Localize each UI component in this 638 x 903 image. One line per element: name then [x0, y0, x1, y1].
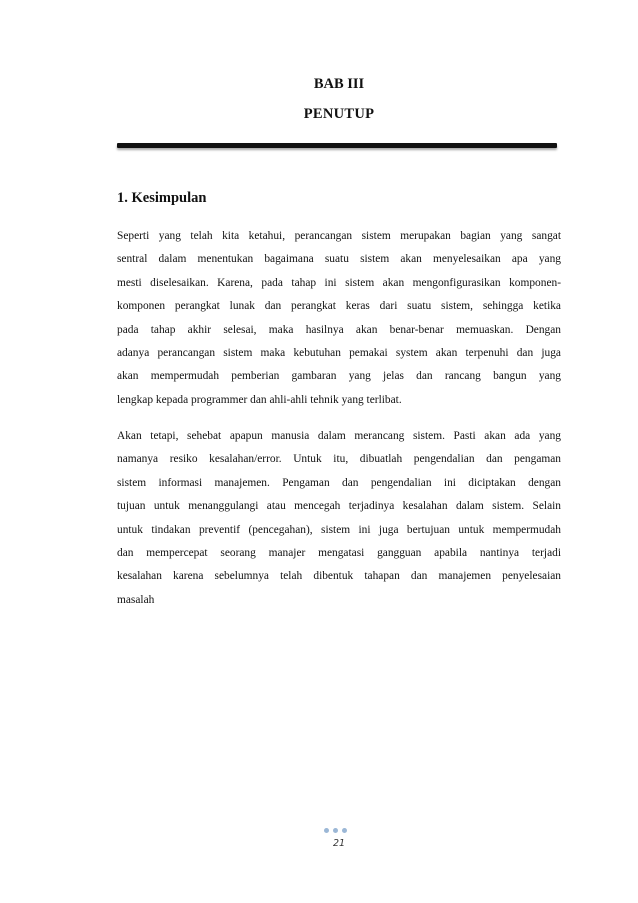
footer-dot: [324, 828, 329, 833]
paragraph-line: lengkap kepada programmer dan ahli-ahli tehnik yang terlibat.: [117, 393, 402, 406]
footer-dots-icon: [324, 828, 364, 836]
heading-divider: [117, 143, 557, 148]
paragraph-line: Seperti yang telah kita ketahui, perancangan sistem merupakan bagian yang sangat: [117, 230, 561, 242]
section-heading: 1. Kesimpulan: [117, 190, 207, 206]
footer-dot: [342, 828, 347, 833]
chapter-title: PENUTUP: [303, 106, 375, 122]
page-number: 21: [332, 838, 346, 849]
paragraph-line: namanya resiko kesalahan/error. Untuk itu, dibuatlah pengendalian dan pengaman: [117, 453, 561, 466]
paragraph-line: tujuan untuk menanggulangi atau mencegah terjadinya kesalahan dalam sistem. Selain: [117, 500, 561, 513]
paragraph-2: [117, 425, 561, 612]
footer-dot: [333, 828, 338, 833]
paragraph-line: akan mempermudah pemberian gambaran yang jelas dan rancang bangun yang: [117, 370, 561, 383]
paragraph-line: pada tahap akhir selesai, maka hasilnya akan benar-benar memuaskan. Dengan: [117, 323, 561, 336]
paragraph-line: sentral dalam menentukan bagaimana suatu sistem akan menyelesaikan apa yang: [117, 253, 561, 266]
paragraph-line: adanya perancangan sistem maka kebutuhan pemakai system akan terpenuhi dan juga: [117, 347, 561, 360]
paragraph-line: kesalahan karena sebelumnya telah dibentuk tahapan dan manajemen penyelesaian: [117, 570, 561, 583]
paragraph-line: untuk tindakan preventif (pencegahan), sistem ini juga bertujuan untuk mempermudah: [117, 523, 561, 536]
paragraph-line: sistem informasi manajemen. Pengaman dan pengendalian ini diciptakan dengan: [117, 476, 561, 489]
paragraph-line: masalah: [117, 593, 155, 606]
paragraph-line: komponen perangkat lunak dan perangkat keras dari suatu sistem, sehingga ketika: [117, 300, 561, 313]
paragraph-line: Akan tetapi, sehebat apapun manusia dalam merancang sistem. Pasti akan ada yang: [117, 430, 561, 442]
paragraph-1: [117, 225, 561, 412]
chapter-number: BAB III: [313, 76, 365, 92]
paragraph-line: mesti diselesaikan. Karena, pada tahap ini sistem akan mengonfigurasikan komponen-: [117, 276, 561, 289]
paragraph-line: dan mempercepat seorang manajer mengatasi gangguan apabila nantinya terjadi: [117, 547, 561, 560]
